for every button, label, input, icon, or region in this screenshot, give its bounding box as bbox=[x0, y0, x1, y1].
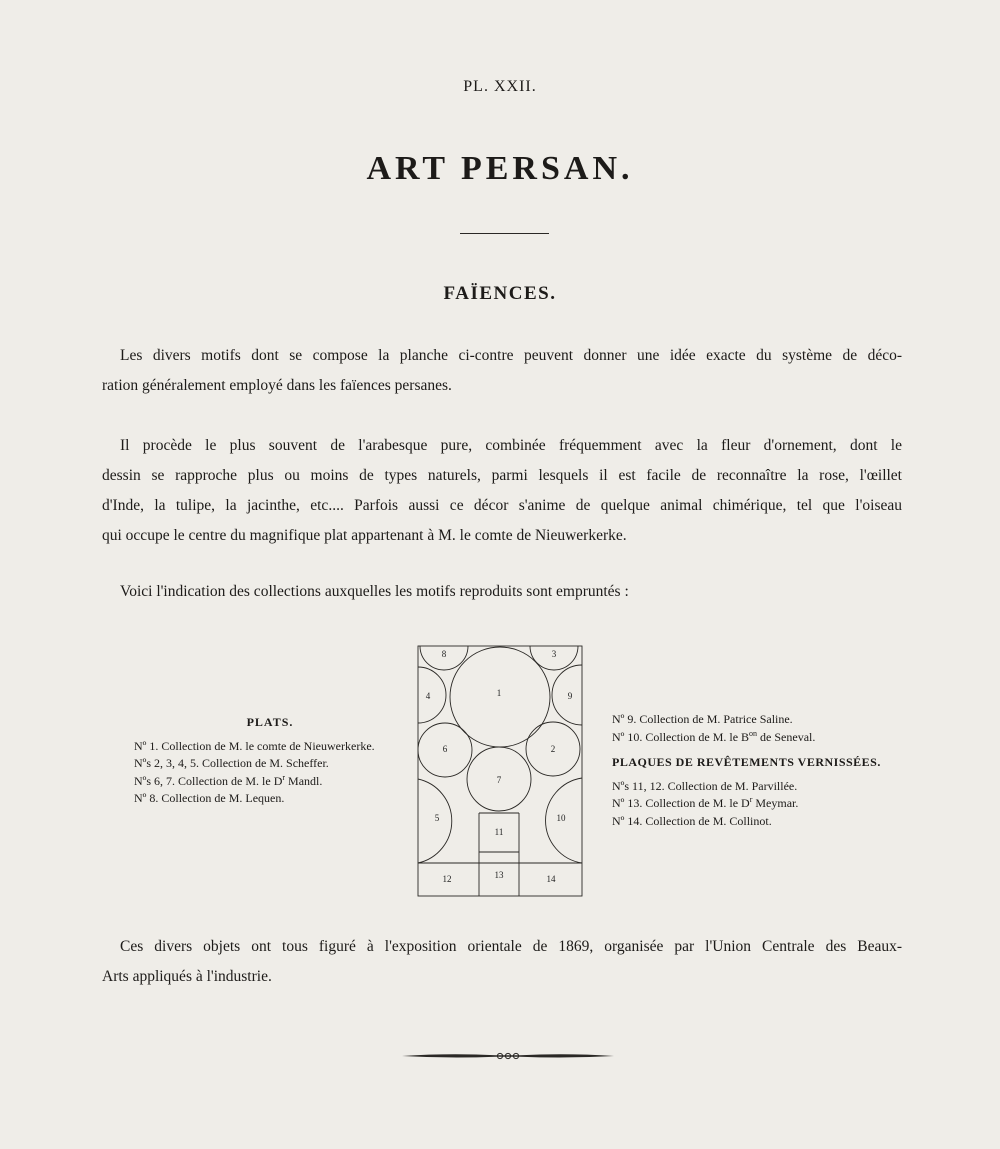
paragraph-line: ration généralement employé dans les faïences persanes. bbox=[102, 377, 452, 394]
section-subtitle: FAÏENCES. bbox=[443, 283, 557, 304]
diagram-label: 2 bbox=[550, 744, 556, 754]
legend-item: Nºs 6, 7. Collection de M. le $D^r$ Mandl. bbox=[134, 772, 323, 788]
paragraph-line: d'Inde, la tulipe, la jacinthe, etc.... Parfois aussi ce décor s'anime de quelque animal chimérique, tel que l'oiseau bbox=[102, 497, 902, 514]
diagram-label: 9 bbox=[567, 691, 573, 701]
end-flourish bbox=[400, 1049, 616, 1063]
diagram-label: 13 bbox=[494, 870, 504, 880]
paragraph-line: Voici l'indication des collections auxquelles les motifs reproduits sont empruntés : bbox=[120, 583, 629, 600]
plate-number: PL. XXII. bbox=[463, 78, 537, 95]
diagram-label: 3 bbox=[551, 649, 557, 659]
paragraph-line: Les divers motifs dont se compose la planche ci-contre peuvent donner une idée exacte du système de déco- bbox=[120, 347, 902, 364]
paragraph-3 bbox=[102, 577, 902, 607]
paragraph-line: qui occupe le centre du magnifique plat appartenant à M. le comte de Nieuwerkerke. bbox=[102, 527, 627, 544]
diagram-label: 1 bbox=[496, 688, 502, 698]
legend-item: Nº 14. Collection de M. Collinot. bbox=[612, 813, 772, 828]
legend-item: Nº 1. Collection de M. le comte de Nieuwerkerke. bbox=[134, 738, 375, 753]
page-title: ART PERSAN. bbox=[366, 150, 634, 187]
legend-item: Nº 10. Collection de M. le $B^{on}$ de Seneval. bbox=[612, 728, 816, 744]
diagram-label: 12 bbox=[442, 874, 452, 884]
legend-collections bbox=[612, 711, 902, 830]
diagram-frame bbox=[418, 646, 582, 896]
title-rule bbox=[460, 233, 549, 234]
plate-layout-diagram bbox=[417, 645, 583, 897]
paragraph-line: Ces divers objets ont tous figuré à l'exposition orientale de 1869, organisée par l'Union Centrale des Beaux- bbox=[120, 938, 902, 955]
legend-heading: PLAQUES DE REVÊTEMENTS VERNISSÉES. bbox=[612, 755, 881, 769]
diagram-label: 4 bbox=[425, 691, 431, 701]
legend-item: Nºs 11, 12. Collection de M. Parvillée. bbox=[612, 778, 798, 793]
legend-plates bbox=[134, 714, 396, 808]
diagram-label: 6 bbox=[442, 744, 448, 754]
diagram-label: 5 bbox=[434, 813, 440, 823]
paragraph-line: Il procède le plus souvent de l'arabesque pure, combinée fréquemment avec la fleur d'ornement, dont le bbox=[120, 437, 902, 454]
legend-item: Nº 9. Collection de M. Patrice Saline. bbox=[612, 712, 793, 726]
paragraph-2 bbox=[102, 431, 902, 551]
motif-circle-4 bbox=[418, 667, 446, 723]
diagram-label: 7 bbox=[496, 775, 502, 785]
paragraph-4 bbox=[102, 932, 902, 992]
paragraph-line: Arts appliqués à l'industrie. bbox=[102, 968, 272, 985]
legend-heading: PLATS. bbox=[246, 715, 294, 729]
diagram-label: 8 bbox=[441, 649, 447, 659]
diagram-label: 14 bbox=[546, 874, 556, 884]
paragraph-line: dessin se rapproche plus ou moins de types naturels, parmi lesquels il est facile de reconnaître la rose, l'œillet bbox=[102, 467, 902, 484]
diagram-label: 11 bbox=[494, 827, 504, 837]
diagram-label: 10 bbox=[556, 813, 566, 823]
legend-item: Nº 13. Collection de M. le $D^r$ Meymar. bbox=[612, 795, 799, 810]
paragraph-1 bbox=[102, 341, 902, 401]
legend-item: Nº 8. Collection de M. Lequen. bbox=[134, 791, 285, 805]
legend-item: Nºs 2, 3, 4, 5. Collection de M. Scheffer. bbox=[134, 756, 329, 770]
